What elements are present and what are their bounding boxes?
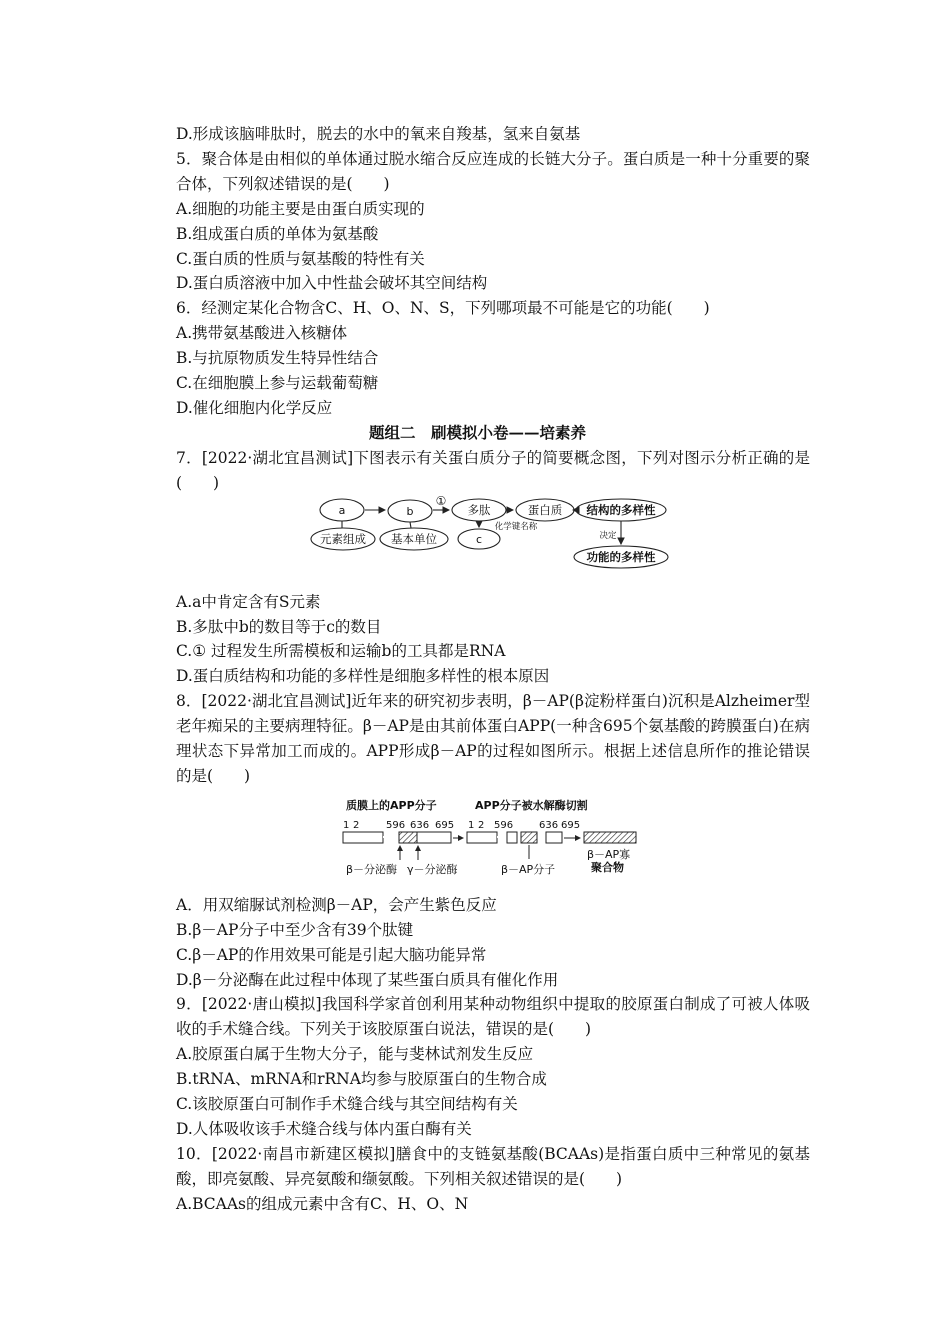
app-right-tail [546, 832, 562, 843]
app-right-beta-ap [521, 832, 537, 843]
gamma-enzyme-label: γ－分泌酶 [407, 862, 458, 876]
q7-option-b: B.多肽中b的数目等于c的数目 [176, 617, 382, 636]
oligomer-label-2: 聚合物 [591, 860, 624, 874]
q9-option-a: A.胶原蛋白属于生物大分子，能与斐林试剂发生反应 [176, 1045, 534, 1064]
num-596-left: 596 [386, 819, 406, 831]
num-636-left: 636 [410, 819, 430, 831]
app-right-segment-2 [507, 832, 517, 843]
q5-option-c: C.蛋白质的性质与氨基酸的特性有关 [176, 249, 425, 268]
q5-option-b: B.组成蛋白质的单体为氨基酸 [176, 224, 379, 243]
determine-label: 决定 [599, 530, 617, 541]
app-left-segment-3 [417, 832, 451, 843]
circled-step-1: ① [435, 495, 447, 508]
num-2-right: 2 [478, 819, 485, 831]
document-page [145, 122, 810, 1217]
q10-option-a: A.BCAAs的组成元素中含有C、H、O、N [176, 1194, 469, 1213]
num-636-right: 636 [539, 819, 559, 831]
q9-option-d: D.人体吸收该手术缝合线与体内蛋白酶有关 [176, 1120, 472, 1138]
q5-option-a: A.细胞的功能主要是由蛋白质实现的 [176, 199, 425, 218]
q6-stem: 6．经测定某化合物含C、H、O、N、S，下列哪项最不可能是它的功能( ) [176, 299, 710, 318]
title-right: APP分子被水解酶切割 [475, 798, 588, 812]
q8-option-a: A．用双缩脲试剂检测β－AP，会产生紫色反应 [176, 895, 497, 914]
line-b-basic-unit [410, 522, 411, 528]
polypeptide-label: 多肽 [467, 502, 491, 517]
num-695-left: 695 [435, 819, 455, 831]
q9-option-b: B.tRNA、mRNA和rRNA均参与胶原蛋白的生物合成 [176, 1070, 547, 1089]
q6-option-a: A.携带氨基酸进入核糖体 [176, 324, 348, 343]
q10-stem: 10．[2022·南昌市新建区模拟]膳食中的支链氨基酸(BCAAs)是指蛋白质中三种常见的氨基酸，即亮氨酸、异亮氨酸和缬氨酸。下列相关叙述错误的是( ) [176, 1144, 810, 1188]
q7-option-c: C.① 过程发生所需模板和运输b的工具都是RNA [176, 642, 506, 661]
num-1-right: 1 [468, 819, 475, 831]
q6-option-c: C.在细胞膜上参与运载葡萄糖 [176, 374, 379, 393]
app-left-segment-1 [343, 832, 383, 843]
basic-unit-label: 基本单位 [391, 531, 437, 546]
elements-label: 元素组成 [320, 531, 366, 546]
app-right-segment-1 [467, 832, 497, 843]
node-c-label: c [475, 532, 483, 546]
num-596-right: 596 [494, 819, 514, 831]
oligomer-block [584, 832, 636, 843]
app-left-beta-ap [399, 832, 417, 843]
q8-option-b: B.β－AP分子中至少含有39个肽键 [176, 920, 414, 939]
num-1-left: 1 [343, 819, 350, 831]
q4-option-d: D.形成该脑啡肽时，脱去的水中的氧来自羧基，氢来自氨基 [176, 125, 581, 143]
title-left: 质膜上的APP分子 [346, 798, 437, 812]
beta-ap-label: β－AP分子 [501, 862, 556, 876]
q7-stem: 7．[2022·湖北宜昌测试]下图表示有关蛋白质分子的简要概念图，下列对图示分析正确的是( ) [176, 448, 810, 492]
num-695-right: 695 [561, 819, 581, 831]
group-title: 题组二 刷模拟小卷——培素养 [368, 422, 586, 442]
oligomer-label-1: β－AP寡 [587, 847, 631, 861]
node-b-label: b [406, 504, 414, 518]
node-a-label: a [338, 503, 346, 517]
q6-option-b: B.与抗原物质发生特异性结合 [176, 349, 379, 368]
q8-option-c: C.β－AP的作用效果可能是引起大脑功能异常 [176, 945, 487, 964]
q7-option-d: D.蛋白质结构和功能的多样性是细胞多样性的根本原因 [176, 667, 550, 686]
function-label: 功能的多样性 [586, 549, 656, 564]
q8-stem: 8．[2022·湖北宜昌测试]近年来的研究初步表明，β－AP(β淀粉样蛋白)沉积是Alzheimer型老年痴呆的主要病理特征。β－AP是由其前体蛋白APP(一种含695个氨基酸的跨膜蛋白)在病理状态下异常加工而成的。APP形成β－AP的过程如图所示。根据上述信息所作的推论错误的是( ) [176, 692, 810, 785]
q7-option-a: A.a中肯定含有S元素 [176, 592, 321, 611]
q5-option-d: D.蛋白质溶液中加入中性盐会破坏其空间结构 [176, 274, 488, 293]
protein-label: 蛋白质 [527, 502, 563, 517]
q8-option-d: D.β－分泌酶在此过程中体现了某些蛋白质具有催化作用 [176, 970, 559, 989]
app-cleavage-diagram [145, 789, 810, 893]
num-2-left: 2 [353, 819, 360, 831]
q5-stem: 5．聚合体是由相似的单体通过脱水缩合反应连成的长链大分子。蛋白质是一种十分重要的聚合体，下列叙述错误的是( ) [176, 149, 810, 193]
q9-stem: 9．[2022·唐山模拟]我国科学家首创利用某种动物组织中提取的胶原蛋白制成了可被人体吸收的手术缝合线。下列关于该胶原蛋白说法，错误的是( ) [176, 995, 810, 1039]
q6-option-d: D.催化细胞内化学反应 [176, 398, 333, 417]
bond-label: 化学键名称 [494, 521, 538, 532]
q9-option-c: C.该胶原蛋白可制作手术缝合线与其空间结构有关 [176, 1095, 518, 1114]
structure-label: 结构的多样性 [586, 502, 656, 517]
beta-enzyme-label: β－分泌酶 [346, 862, 398, 876]
protein-concept-diagram [145, 496, 810, 590]
